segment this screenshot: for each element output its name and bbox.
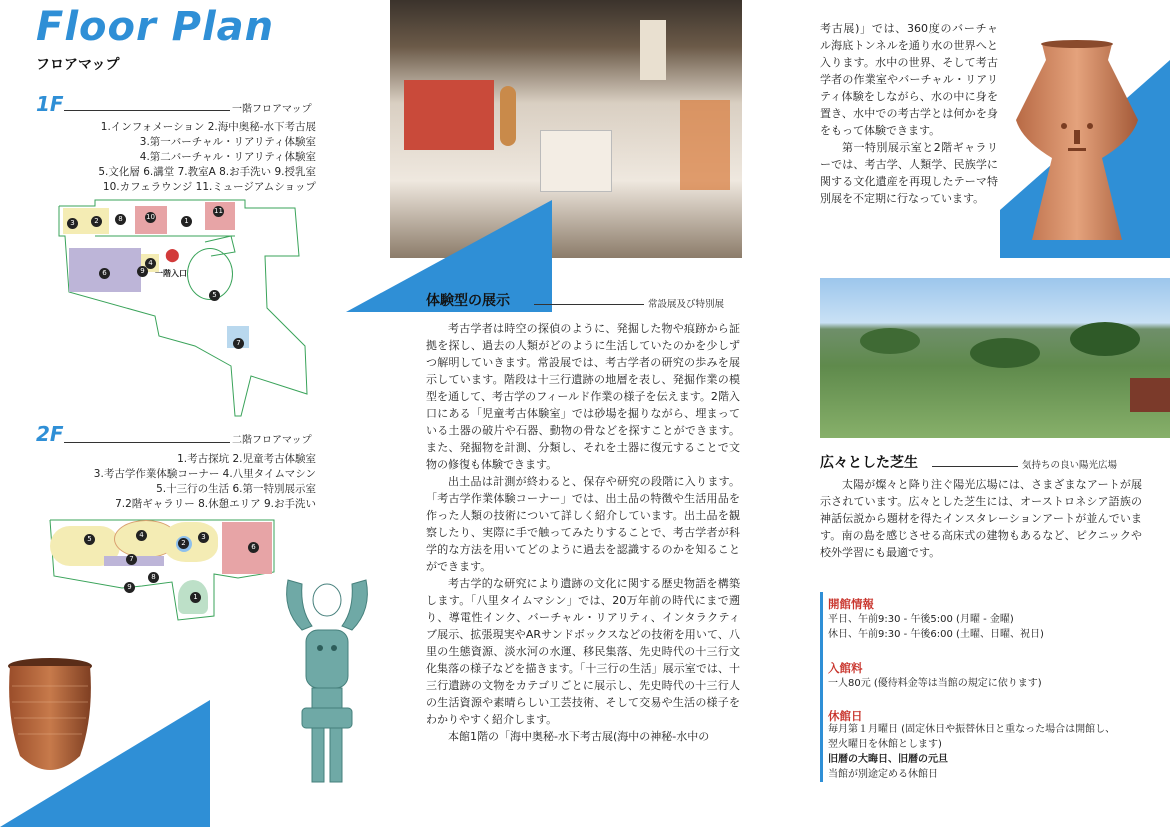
pottery-vessel-icon [4, 656, 96, 784]
map-number: 6 [248, 542, 259, 553]
map-number: 8 [148, 572, 159, 583]
map-number: 3 [198, 532, 209, 543]
map-number: 4 [145, 258, 156, 269]
closed-title: 休館日 [828, 709, 863, 723]
floor-plan-subtitle: フロアマップ [36, 57, 120, 73]
floor2-map [48, 516, 288, 624]
floor2-legend-line: 3.考古学作業体験コーナー 4.八里タイムマシン [93, 468, 316, 480]
location-pin-icon: ⬤ [165, 248, 180, 263]
floor1-legend-line: 10.カフェラウンジ 11.ミュージアムショップ [102, 181, 316, 193]
floor2-mark: 2F [36, 422, 64, 446]
map-number: 1 [181, 216, 192, 227]
closed-line: 翌火曜日を休館とします) [828, 739, 942, 750]
floor2-legend-line: 5.十三行の生活 6.第一特別展示室 [156, 483, 316, 495]
floor1-legend-line: 3.第一バーチャル・リアリティ体験室 [139, 136, 316, 148]
map-number: 5 [209, 290, 220, 301]
lawn-photo [820, 278, 1170, 438]
lawn-title: 広々とした芝生 [820, 455, 918, 471]
floor1-mark: 1F [36, 92, 64, 116]
hours-list [828, 612, 1044, 642]
exhibit-vase [500, 86, 516, 146]
stilt-house [1130, 378, 1170, 412]
closed-line: 当館が別途定める休館日 [828, 769, 938, 780]
floor1-legend-line: 1.インフォメーション 2.海中奥秘-水下考古展 [100, 121, 316, 133]
map-number: 11 [214, 207, 223, 215]
exhibit-paragraph: 考古学的な研究により遺跡の文化に関する歴史物語を構築します。「八里タイムマシン」では、20万年前の時代にまで遡り、導電性インク、バーチャル・リアリティ、インタラクティブ展示、拡張現実やARサンドボックスなどの技術を用いて、八里の生態資源、淡水河の水運、移民集落、先史時代の十三行文化集落の様子などを描きます。「十三行の生活」展示室では、十三行遺跡の文物をカテゴリごとに展示し、先史時代の十三行人の生活資源や素晴らしい工芸技術、そして交易や生活の様子をわかりやすく紹介します。 [426, 577, 740, 726]
map-number: 5 [84, 534, 95, 545]
map-number: 3 [67, 218, 78, 229]
vessel-icon [1012, 40, 1142, 260]
info-accent-bar [820, 592, 823, 782]
floor2-legend-line: 7.2階ギャラリー 8.休憩エリア 9.お手洗い [115, 498, 316, 510]
figurine-icon [272, 570, 382, 790]
floor1-rule [64, 110, 230, 111]
floor1-map [55, 196, 315, 420]
exhibit-panel [404, 80, 494, 150]
closed-line: 毎月第１月曜日 (固定休日や振替休日と重なった場合は開館し、 [828, 724, 1116, 735]
floor2-rule [64, 442, 230, 443]
fee-text: 一人80元 (優待料金等は当館の規定に依ります) [828, 678, 1042, 689]
map-number: 7 [233, 338, 244, 349]
floor1-legend-line: 5.文化層 6.講堂 7.教室A 8.お手洗い 9.授乳室 [98, 166, 316, 178]
exhibit-title: 体験型の展示 [426, 293, 510, 309]
map-number: 1 [190, 592, 201, 603]
hours-title: 開館情報 [828, 597, 874, 611]
exhibit-paragraph: 出土品は計測が終わると、保存や研究の段階に入ります。「考古学作業体験コーナー」では、出土品の特徴や生活用品を作った人類の技術について詳しく紹介しています。出土品を観察したり、実際に手で触ってみたりすることで、考古学者が科学的な方法を用いてどのように過去を認識するのかを知ることができます。 [426, 475, 740, 573]
exhibit-subtitle: 常設展及び特別展 [648, 299, 725, 310]
exhibit-rule [534, 304, 644, 305]
lawn-body [820, 476, 1142, 561]
floor2-legend-line: 1.考古探坑 2.児童考古体験室 [177, 453, 316, 465]
map-number: 2 [178, 538, 189, 549]
map-number: 9 [124, 582, 135, 593]
floor2-legend [40, 452, 316, 512]
tree [1070, 322, 1140, 356]
closed-list [828, 722, 1115, 782]
pottery-vessel-image [4, 656, 96, 784]
map-number: 8 [115, 214, 126, 225]
hanging-banner [640, 20, 666, 80]
map-number: 9 [137, 266, 148, 277]
gallery-paragraph: 第一特別展示室と2階ギャラリーでは、考古学、人類学、民族学に関する文化遺産を再現したテーマ特別展を不定期に行なっています。 [820, 141, 998, 205]
entrance-label: 一階入口 [155, 269, 187, 278]
lawn-subtitle: 気持ちの良い陽光広場 [1022, 460, 1118, 471]
jade-figurine-image [272, 570, 382, 790]
exhibit-paragraph: 本館1階の「海中奥秘-水下考古展(海中の神秘-水中の [448, 730, 710, 743]
underwater-paragraph: 考古展)」では、360度のバーチャル海底トンネルを通り水の世界へと入ります。水中の世界、そして考古学者の作業室やバーチャル・リアリティ体験をしながら、水の中に身を置き、水中での考古学とは何かを身をもって体験できます。 [820, 22, 998, 137]
floor1-caption: 一階フロアマップ [232, 104, 312, 115]
ceramic-vessel-image [1012, 40, 1142, 260]
hours-line: 休日、午前9:30 - 午後6:00 (土曜、日曜、祝日) [828, 629, 1044, 640]
room-6 [222, 522, 272, 574]
closed-line: 旧暦の大晦日、旧暦の元旦 [828, 754, 948, 765]
hours-line: 平日、午前9:30 - 午後5:00 (月曜 - 金曜) [828, 614, 1014, 625]
floor1-legend [40, 120, 316, 195]
tree [860, 328, 920, 354]
map-number: 2 [91, 216, 102, 227]
map-number: 7 [126, 554, 137, 565]
floor1-legend-line: 4.第二バーチャル・リアリティ体験室 [139, 151, 316, 163]
exhibit-panel [680, 100, 730, 190]
lawn-paragraph: 太陽が燦々と降り注ぐ陽光広場には、さまざまなアートが展示されています。広々とした芝生には、オーストロネシア語族の神話伝説から題材を得たインスタレーションアートが並んでいます。南の島を感じさせる高床式の建物もあるなど、ピクニックや校外学習にも最適です。 [820, 478, 1142, 559]
exhibit-body [426, 320, 740, 745]
floor-plan-title: Floor Plan [36, 4, 275, 50]
map-number: 6 [99, 268, 110, 279]
fee-title: 入館料 [828, 661, 863, 675]
floor2-caption: 二階フロアマップ [232, 435, 312, 446]
exhibit-case [540, 130, 612, 192]
lawn-rule [932, 466, 1018, 467]
underwater-text [820, 20, 998, 207]
exhibit-paragraph: 考古学者は時空の探偵のように、発掘した物や痕跡から証拠を探し、過去の人類がどのように生活していたのかを少しずつ解明していきます。常設展では、考古学者の研究の歩みを展示しています。階段は十三行遺跡の地層を表し、発掘作業の模型を通して、考古学のフィールド作業の様子を伝えます。2階入口にある「児童考古体験室」では砂場を掘りながら、埋まっている土器の破片や石器、動物の骨などを探すことができます。また、発掘物を計測、分類し、それを土器に復元することで文物の修復も体験できます。 [426, 322, 740, 471]
tree [970, 338, 1040, 368]
map-number: 4 [136, 530, 147, 541]
map-number: 10 [146, 213, 155, 221]
